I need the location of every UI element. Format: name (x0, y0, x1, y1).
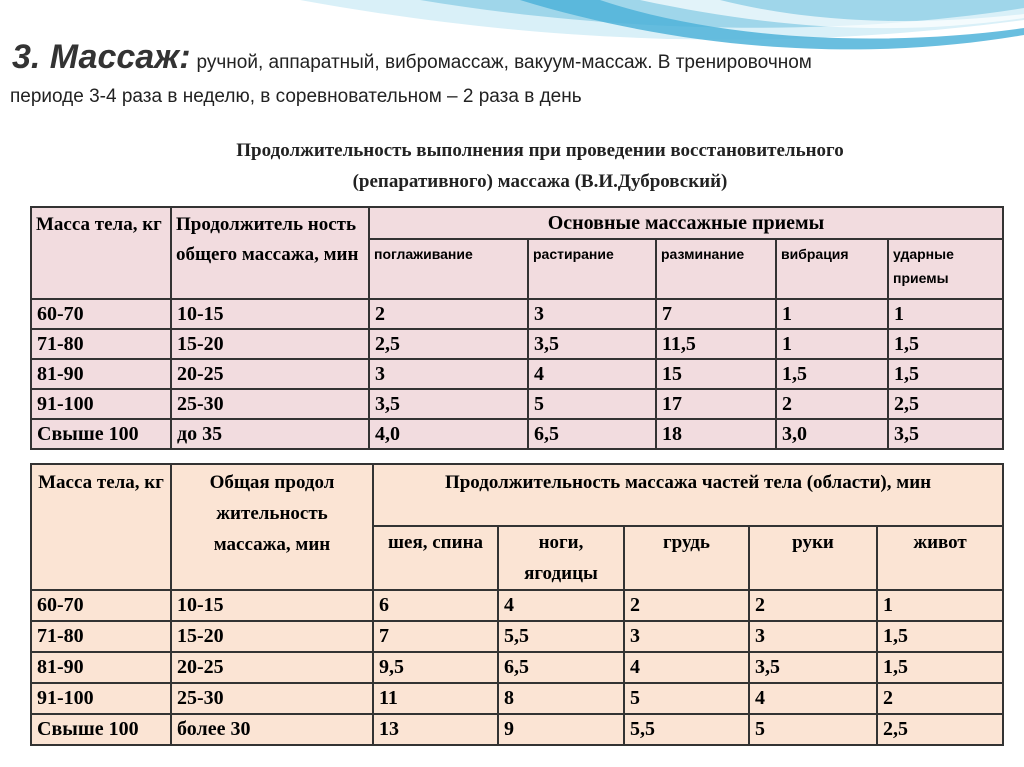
table-cell: 5,5 (624, 714, 749, 745)
table-cell: 4 (749, 683, 877, 714)
table-row (31, 299, 1003, 329)
table-cell: 15 (656, 359, 776, 389)
t1-header-group: Основные массажные приемы (369, 207, 1003, 239)
t2-subheader: шея, спина (373, 526, 498, 590)
table-cell: 1 (776, 329, 888, 359)
table-cell: 20-25 (171, 652, 373, 683)
table-cell: 3 (369, 359, 528, 389)
caption-line2: (репаративного) массажа (В.И.Дубровский) (352, 171, 728, 192)
massage-techniques-table (30, 206, 1004, 450)
table-cell: 4 (528, 359, 656, 389)
table-cell: 25-30 (171, 389, 369, 419)
table-cell: 5 (624, 683, 749, 714)
table-cell: 1,5 (877, 652, 1003, 683)
table-cell: 2 (776, 389, 888, 419)
table-cell: 71-80 (31, 329, 171, 359)
t2-subheader: руки (749, 526, 877, 590)
table-cell: 60-70 (31, 299, 171, 329)
table-cell: 1,5 (888, 359, 1003, 389)
caption-line1: Продолжительность выполнения при проведении восстановительного (236, 140, 844, 161)
table-cell: 91-100 (31, 389, 171, 419)
table-cell: 3 (528, 299, 656, 329)
table-cell: 4 (498, 590, 624, 621)
table-cell: Свыше 100 (31, 419, 171, 449)
table-row (31, 621, 1003, 652)
table-cell: 6,5 (528, 419, 656, 449)
table-cell: 25-30 (171, 683, 373, 714)
table-cell: 3 (624, 621, 749, 652)
table-cell: 20-25 (171, 359, 369, 389)
table-cell: 10-15 (171, 590, 373, 621)
table-row (31, 419, 1003, 449)
table-cell: 1 (877, 590, 1003, 621)
heading-title: 3. Массаж: (12, 38, 191, 76)
table-cell: Свыше 100 (31, 714, 171, 745)
heading-text-line1: ручной, аппаратный, вибромассаж, вакуум-массаж. В тренировочном (196, 52, 812, 73)
table-cell: 1,5 (877, 621, 1003, 652)
table-cell: 91-100 (31, 683, 171, 714)
t2-header-mass: Масса тела, кг (31, 464, 171, 590)
table-cell: 3,5 (369, 389, 528, 419)
table-cell: 2,5 (369, 329, 528, 359)
table-cell: 2 (369, 299, 528, 329)
t1-subheader: растирание (528, 239, 656, 299)
table-cell: до 35 (171, 419, 369, 449)
table-cell: 9 (498, 714, 624, 745)
table-cell: 60-70 (31, 590, 171, 621)
table-cell: 71-80 (31, 621, 171, 652)
table-cell: 2 (877, 683, 1003, 714)
table-row (31, 683, 1003, 714)
body-parts-table (30, 463, 1004, 746)
table-cell: 18 (656, 419, 776, 449)
t1-header-duration: Продолжитель ность общего массажа, мин (171, 207, 369, 299)
table-cell: 8 (498, 683, 624, 714)
table-row (31, 652, 1003, 683)
table-cell: 5 (749, 714, 877, 745)
table-cell: 4,0 (369, 419, 528, 449)
table-cell: 13 (373, 714, 498, 745)
t2-header-duration: Общая продол жительность массажа, мин (171, 464, 373, 590)
table-row (31, 590, 1003, 621)
table-cell: 6 (373, 590, 498, 621)
table-cell: 3,5 (528, 329, 656, 359)
table-cell: 2 (624, 590, 749, 621)
table-cell: 3,5 (749, 652, 877, 683)
t2-header-group: Продолжительность массажа частей тела (области), мин (373, 464, 1003, 526)
table-cell: 15-20 (171, 329, 369, 359)
table-cell: 3,0 (776, 419, 888, 449)
table-cell: 9,5 (373, 652, 498, 683)
table-cell: 1 (776, 299, 888, 329)
table-cell: 10-15 (171, 299, 369, 329)
table-cell: 2,5 (888, 389, 1003, 419)
table-cell: 1 (888, 299, 1003, 329)
t2-subheader: живот (877, 526, 1003, 590)
table-cell: 4 (624, 652, 749, 683)
table-cell: 81-90 (31, 652, 171, 683)
table-cell: более 30 (171, 714, 373, 745)
table-cell: 3 (749, 621, 877, 652)
table-row (31, 359, 1003, 389)
table-row (31, 329, 1003, 359)
t1-subheader: вибрация (776, 239, 888, 299)
table-cell: 2 (749, 590, 877, 621)
table-row (31, 714, 1003, 745)
table-cell: 15-20 (171, 621, 373, 652)
t2-subheader: ноги, ягодицы (498, 526, 624, 590)
table-cell: 81-90 (31, 359, 171, 389)
table-row (31, 389, 1003, 419)
heading-text-line2: периоде 3-4 раза в неделю, в соревновательном – 2 раза в день (10, 86, 582, 107)
t2-subheader: грудь (624, 526, 749, 590)
t1-subheader: разминание (656, 239, 776, 299)
table-cell: 3,5 (888, 419, 1003, 449)
table-cell: 11,5 (656, 329, 776, 359)
table-cell: 7 (373, 621, 498, 652)
table-cell: 1,5 (888, 329, 1003, 359)
table-cell: 5 (528, 389, 656, 419)
t1-subheader: поглаживание (369, 239, 528, 299)
table-cell: 2,5 (877, 714, 1003, 745)
table-cell: 7 (656, 299, 776, 329)
table-cell: 11 (373, 683, 498, 714)
table-cell: 6,5 (498, 652, 624, 683)
table-cell: 1,5 (776, 359, 888, 389)
table-cell: 17 (656, 389, 776, 419)
t1-subheader: ударные приемы (888, 239, 1003, 299)
table-caption (100, 135, 980, 197)
t1-header-mass: Масса тела, кг (31, 207, 171, 299)
heading (10, 38, 1012, 107)
table-cell: 5,5 (498, 621, 624, 652)
